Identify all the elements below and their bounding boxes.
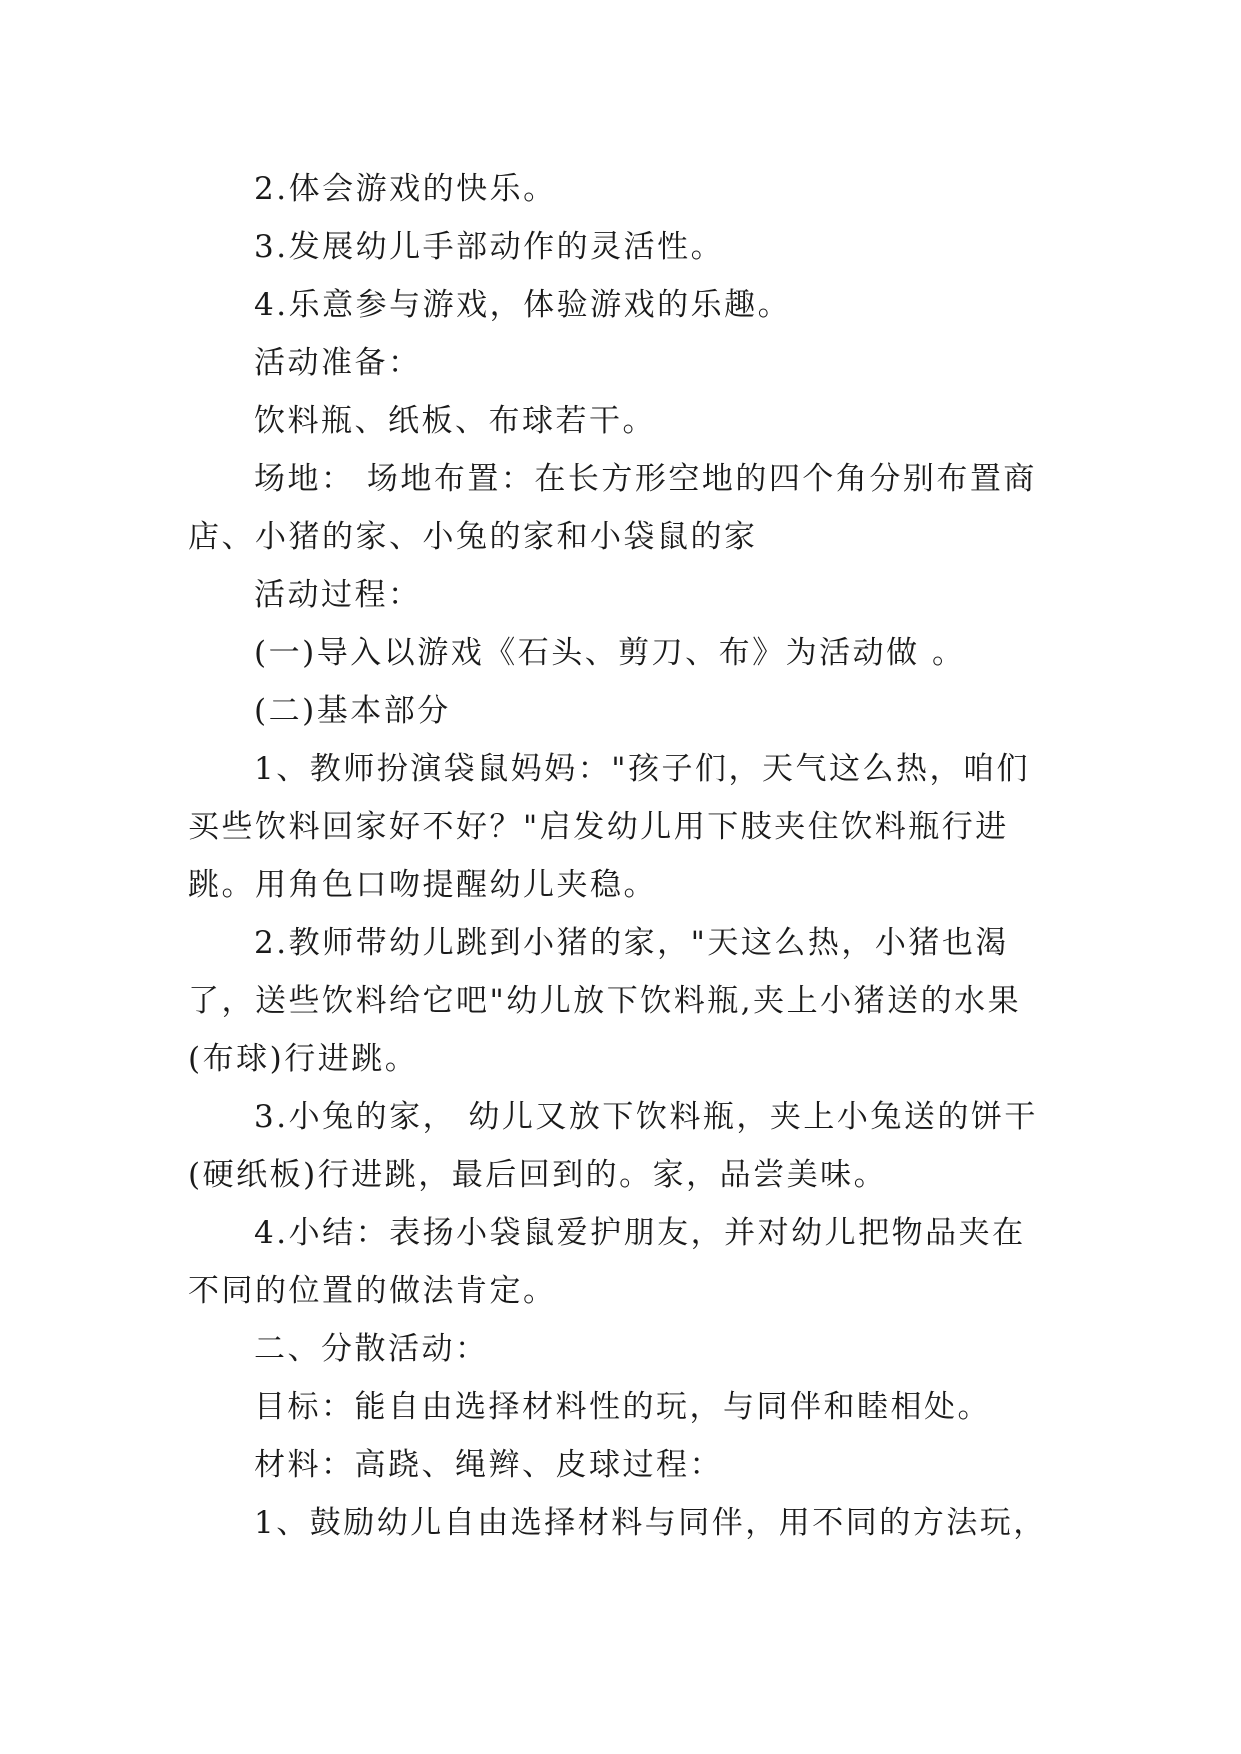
section-heading: 活动准备： [254,345,422,381]
paragraph: 3.小兔的家， 幼儿又放下饮料瓶，夹上小兔送的饼干(硬纸板)行进跳，最后回到的。家，品尝美味。 [188,1099,1038,1193]
paragraph: 4.小结：表扬小袋鼠爱护朋友，并对幼儿把物品夹在不同的位置的做法肯定。 [188,1215,1026,1309]
paragraph: 饮料瓶、纸板、布球若干。 [254,403,656,439]
paragraph: 2.教师带幼儿跳到小猪的家，"天这么热，小猪也渴了，送些饮料给它吧"幼儿放下饮料瓶,夹上小猪送的水果(布球)行进跳。 [188,925,1022,1077]
paragraph: 材料：高跷、绳辫、皮球过程： [254,1447,723,1483]
paragraph: 2.体会游戏的快乐。 [254,171,557,207]
section-heading: 二、分散活动： [254,1331,489,1367]
paragraph: 1、鼓励幼儿自由选择材料与同伴，用不同的方法玩， [254,1505,1047,1541]
document-body [188,160,1048,1552]
section-heading: (二)基本部分 [254,693,451,729]
paragraph: 4.乐意参与游戏，体验游戏的乐趣。 [254,287,792,323]
section-heading: 活动过程： [254,577,422,613]
paragraph: 目标：能自由选择材料性的玩，与同伴和睦相处。 [254,1389,991,1425]
paragraph: 场地： 场地布置：在长方形空地的四个角分别布置商店、小猪的家、小兔的家和小袋鼠的家 [188,461,1037,555]
paragraph: (一)导入以游戏《石头、剪刀、布》为活动做 。 [254,635,966,671]
paragraph: 3.发展幼儿手部动作的灵活性。 [254,229,725,265]
paragraph: 1、教师扮演袋鼠妈妈："孩子们，天气这么热，咱们买些饮料回家好不好？"启发幼儿用下肢夹住饮料瓶行进跳。用角色口吻提醒幼儿夹稳。 [188,751,1030,903]
